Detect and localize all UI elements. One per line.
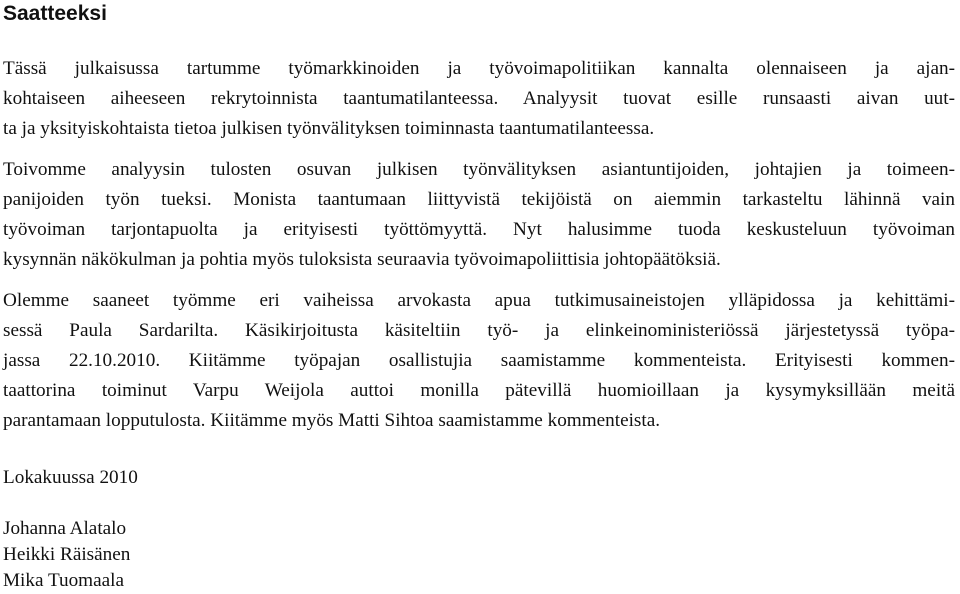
paragraph-line: jassa 22.10.2010. Kiitämme työpajan osallistujia saamistamme kommenteista. Erityisesti kommen- [3,350,955,371]
paragraph-line: Tässä julkaisussa tartumme työmarkkinoiden ja työvoimapolitiikan kannalta olennaiseen ja ajan- [3,58,955,79]
author-list [3,516,955,594]
paragraph-line: työvoiman tarjontapuolta ja erityisesti työttömyyttä. Nyt halusimme tuoda keskusteluun työvoiman [3,219,955,240]
page-title: Saatteeksi [3,2,107,25]
paragraph-line: Olemme saaneet työmme eri vaiheissa arvokasta apua tutkimusaineistojen ylläpidossa ja kehittämi- [3,290,955,311]
paragraph-line: parantamaan lopputulosta. Kiitämme myös Matti Sihtoa saamistamme kommenteista. [3,410,661,431]
paragraph-line: panijoiden työn tueksi. Monista taantumaan liittyvistä tekijöistä on aiemmin tarkasteltu lähinnä vain [3,189,955,210]
paragraph-line: kysynnän näkökulman ja pohtia myös tuloksista seuraavia työvoimapoliittisia johtopäätöksiä. [3,249,721,270]
author-name: Johanna Alatalo [3,518,127,539]
paragraph-3 [3,286,955,436]
paragraph-1 [3,54,955,144]
author-name: Heikki Räisänen [3,544,131,565]
date-text: Lokakuussa 2010 [3,467,138,488]
author-name: Mika Tuomaala [3,570,124,591]
paragraph-line: Toivomme analyysin tulosten osuvan julkisen työnvälityksen asiantuntijoiden, johtajien ja toimeen- [3,159,955,180]
paragraph-2 [3,155,955,275]
paragraph-line: sessä Paula Sardarilta. Käsikirjoitusta käsiteltiin työ- ja elinkeinoministeriössä järjestetyssä työpa- [3,320,955,341]
date-line [3,463,955,493]
paragraph-line: taattorina toiminut Varpu Weijola auttoi monilla pätevillä huomioillaan ja kysymyksillään meitä [3,380,955,401]
document-page [3,0,955,591]
paragraph-line: ta ja yksityiskohtaista tietoa julkisen työnvälityksen toiminnasta taantumatilanteessa. [3,118,655,139]
paragraph-line: kohtaiseen aiheeseen rekrytoinnista taantumatilanteessa. Analyysit tuovat esille runsaasti aivan uut- [3,88,955,109]
